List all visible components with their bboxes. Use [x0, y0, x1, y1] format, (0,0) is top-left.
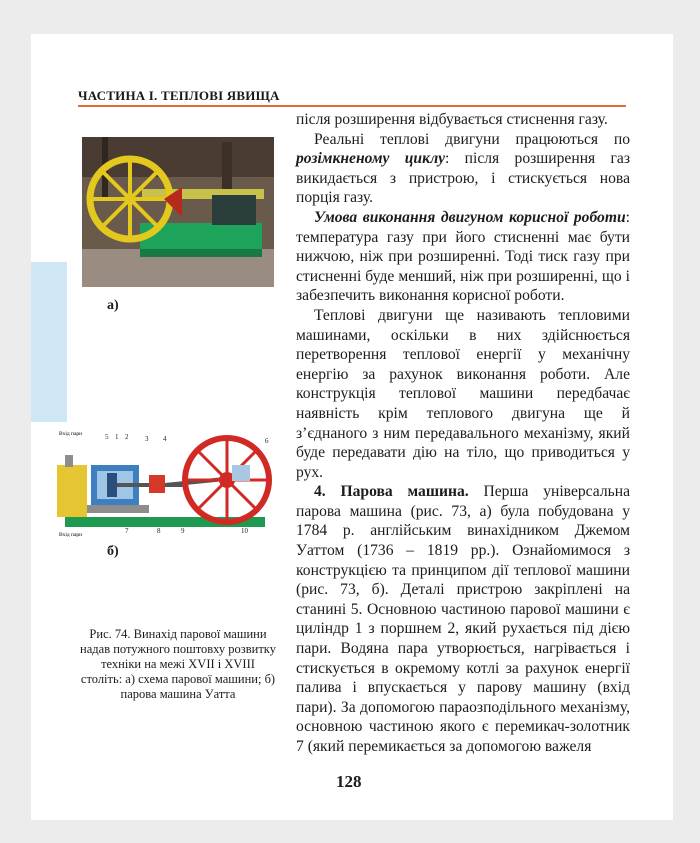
- section-heading-steam-engine: 4. Парова машина.: [314, 483, 469, 501]
- label-6: 6: [265, 437, 269, 445]
- main-text: [296, 110, 630, 757]
- paragraph-3: Умова виконання двигуном корисної роботи: температура газу при його стисненні має бути нижчою, ніж при розширенні. Тоді тиск газу при стисненні буде менший, ніж при розширенні, що і забезпечить виконання корисної роботи.: [296, 208, 630, 305]
- header-rule: [78, 105, 626, 107]
- figure-caption: Рис. 74. Винахід парової машини надав потужного поштовху розвитку техніки на межі XVII і XVIII століть: а) схема парової машини; б) парова машина Уатта: [80, 627, 276, 701]
- label-3: 3: [145, 435, 149, 443]
- label-10: 10: [241, 527, 248, 535]
- label-8: 8: [157, 527, 161, 535]
- paragraph-5: 4. Парова машина. Перша універсальна парова машина (рис. 73, а) була побудована у 1784 р. англійським винахідником Джемом Уаттом (1736 – 1819 рр.). Ознайомимося з конструкцією та принципом дії теплової машини (рис. 73, б). Деталі пристрою закріплені на станині 5. Основною частиною парової машини є циліндр 1 з поршнем 2, який рухається під дією пари. Водяна пара утворюється, нагрівається і стискується в окремому котлі за рахунок енергії палива і впускається у парову машину (вхід пари). За допомогою параозподільного механізму, основною частиною якого є перемикач-золотник 7 (який перемикається за допомогою важеля: [296, 483, 631, 755]
- label-9: 9: [181, 527, 185, 535]
- paragraph-1: після розширення відбувається стиснення газу.: [296, 111, 608, 128]
- steam-engine-diagram: [57, 425, 277, 540]
- paragraph-4: Теплові двигуни ще називають тепловими машинами, оскільки в них здійснюється перетворення теплової енергії у механічну енергію за рахунок виконання роботи. Але конструкція теплової машини передбачає наявність крім теплового двигуна ще й з’єднаного з ним передавального механізму, який буде передавати дію на тіло, що приводиться у рух.: [296, 306, 630, 481]
- chapter-header: ЧАСТИНА І. ТЕПЛОВІ ЯВИЩА: [78, 88, 280, 103]
- label-4: 4: [163, 435, 167, 443]
- page-number: 128: [336, 772, 362, 791]
- label-1: 1: [115, 433, 119, 441]
- label-steam-in-top: Вхід пари: [59, 431, 83, 437]
- label-7: 7: [125, 527, 129, 535]
- label-5: 5: [105, 433, 109, 441]
- margin-tab: [31, 262, 67, 422]
- term-useful-work-condition: Умова виконання двигуном корисної роботи: [314, 208, 626, 226]
- steam-engine-photo: [82, 137, 274, 287]
- paragraph-2: Реальні теплові двигуни працюються по розімкненому циклу: після розширення газ викидається з пристрою, і стискується нова порція газу.: [296, 130, 630, 207]
- figure-label-a: а): [107, 298, 119, 313]
- figure-label-b: б): [107, 544, 119, 559]
- term-open-cycle: розімкненому циклу: [296, 150, 446, 168]
- label-2: 2: [125, 433, 129, 441]
- label-steam-in-bottom: Вхід пари: [59, 532, 83, 538]
